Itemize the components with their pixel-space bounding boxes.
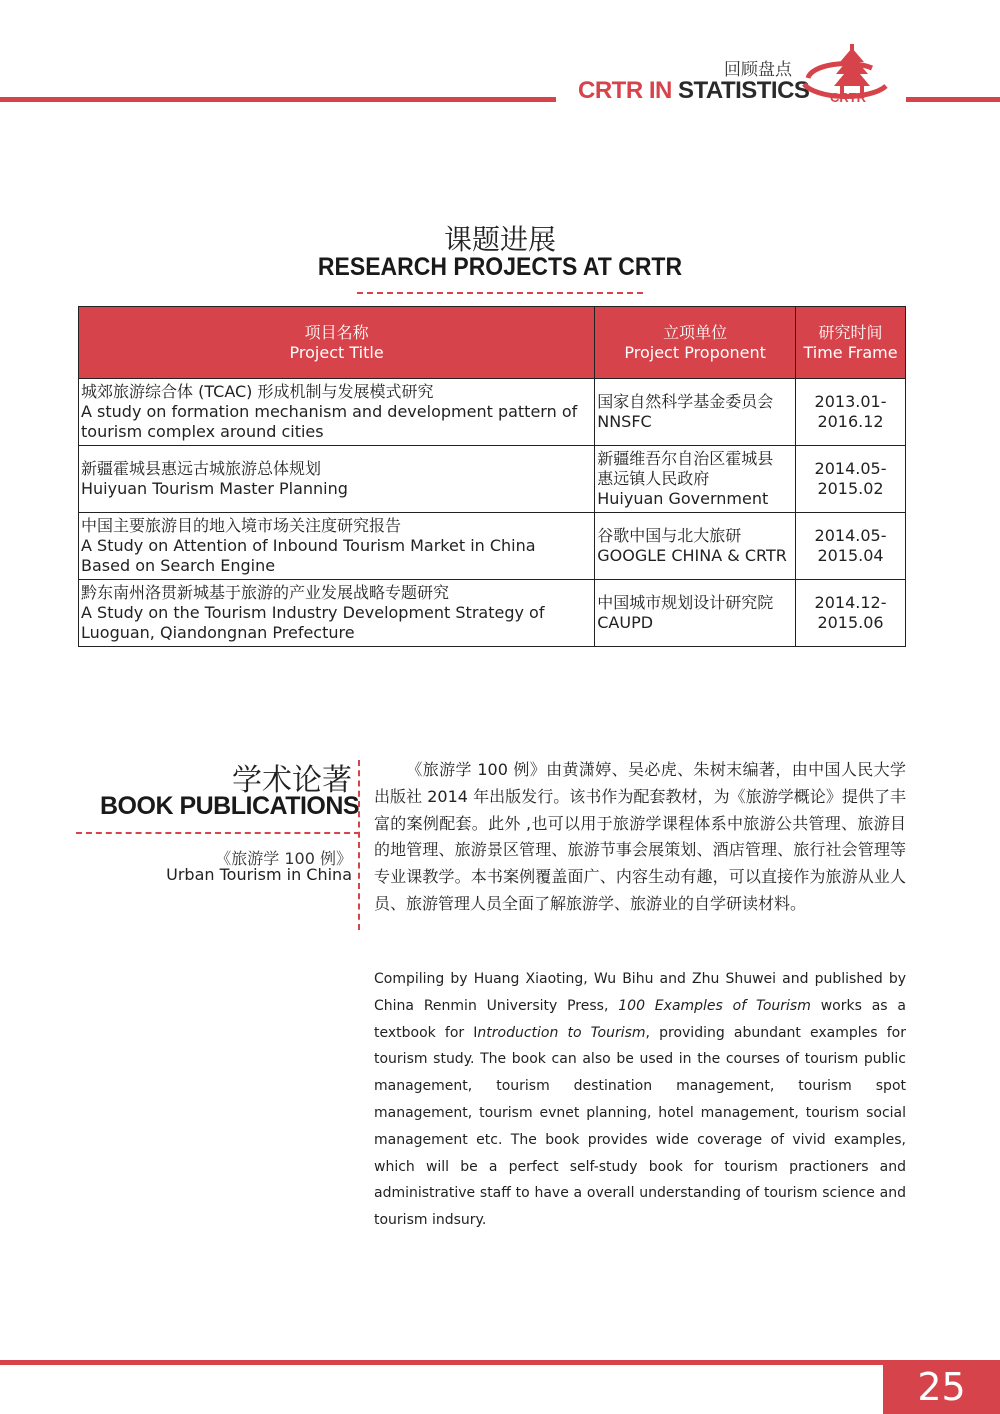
crtr-logo (800, 42, 890, 104)
project-time-cell: 2014.05- 2015.04 (796, 513, 906, 580)
table-row (79, 379, 906, 446)
research-projects-table (78, 306, 906, 647)
books-vertical-divider (358, 760, 360, 930)
project-time-cell: 2014.05- 2015.02 (796, 446, 906, 513)
project-proponent-cell: 国家自然科学基金委员会 NNSFC (595, 379, 796, 446)
footer-rule (0, 1360, 1000, 1365)
table-header-row (79, 307, 906, 379)
logo-text: CRTR (829, 90, 867, 104)
books-title-cn: 学术论著 (232, 763, 352, 798)
project-proponent-cell: 谷歌中国与北大旅研 GOOGLE CHINA & CRTR (595, 513, 796, 580)
header-title-en (578, 77, 810, 105)
book-description-en: Compiling by Huang Xiaoting, Wu Bihu and Zhu Shuwei and published by China Renmin University Press, 100 Examples of Tourism works as a textbook for Introduction to Tourism, providing abundant examples for tourism study. The book can also be used in the courses of tourism public management, tourism destination management, tourism spot management, tourism evnet planning, hotel management, tourism social management etc. The book provides wide coverage of vivid examples, which will be a perfect self-study book for tourism practioners and administrative staff to have a overall understanding of tourism science and tourism indsury. (374, 971, 906, 1229)
header-rule-left (0, 97, 556, 102)
books-title-divider (76, 832, 360, 834)
header-title-cn: 回顾盘点 (724, 60, 792, 80)
project-title-cell: 新疆霍城县惠远古城旅游总体规划 Huiyuan Tourism Master Planning (79, 446, 595, 513)
table-row (79, 446, 906, 513)
header-title-en-dark: STATISTICS (678, 77, 810, 104)
research-title-divider (357, 292, 643, 294)
table-row (79, 580, 906, 647)
table-row (79, 513, 906, 580)
project-proponent-cell: 中国城市规划设计研究院 CAUPD (595, 580, 796, 647)
project-title-cell: 中国主要旅游目的地入境市场关注度研究报告 A Study on Attention of Inbound Tourism Market in China Based on Search Engine (79, 513, 595, 580)
project-title-cell: 黔东南州洛贯新城基于旅游的产业发展战略专题研究 A Study on the Tourism Industry Development Strategy of Luoguan, Qiandongnan Prefecture (79, 580, 595, 647)
col-header-proponent: 立项单位 Project Proponent (595, 307, 796, 379)
project-title-cell: 城郊旅游综合体 (TCAC) 形成机制与发展模式研究 A study on formation mechanism and development pattern of tourism complex around cities (79, 379, 595, 446)
header-title-en-red: CRTR IN (578, 77, 678, 104)
research-title-cn: 课题进展 (443, 223, 556, 256)
book-description-cn: 《旅游学 100 例》由黄潇婷、吴必虎、朱树末编著，由中国人民大学出版社 2014 年出版发行。该书作为配套教材，为《旅游学概论》提供了丰富的案例配套。此外 ,也可以用于旅游学课程体系中旅游公共管理、旅游目的地管理、旅游景区管理、旅游节事会展策划、酒店管理、旅行社会管理等专业课教学。本书案例覆盖面广、内容生动有趣，可以直接作为旅游从业人员、旅游管理人员全面了解旅游学、旅游业的自学研读材料。 (374, 760, 906, 913)
project-time-cell: 2014.12- 2015.06 (796, 580, 906, 647)
books-title-en: BOOK PUBLICATIONS (100, 792, 360, 820)
page-number: 25 (883, 1360, 1000, 1414)
project-proponent-cell: 新疆维吾尔自治区霍城县 惠远镇人民政府 Huiyuan Government (595, 446, 796, 513)
col-header-title: 项目名称 Project Title (79, 307, 595, 379)
header-rule-right (906, 97, 1000, 102)
book-name-en: Urban Tourism in China (166, 865, 352, 884)
col-header-time: 研究时间 Time Frame (796, 307, 906, 379)
project-time-cell: 2013.01- 2016.12 (796, 379, 906, 446)
research-title-en: RESEARCH PROJECTS AT CRTR (317, 253, 683, 281)
book-name-cn: 《旅游学 100 例》 (215, 849, 352, 868)
